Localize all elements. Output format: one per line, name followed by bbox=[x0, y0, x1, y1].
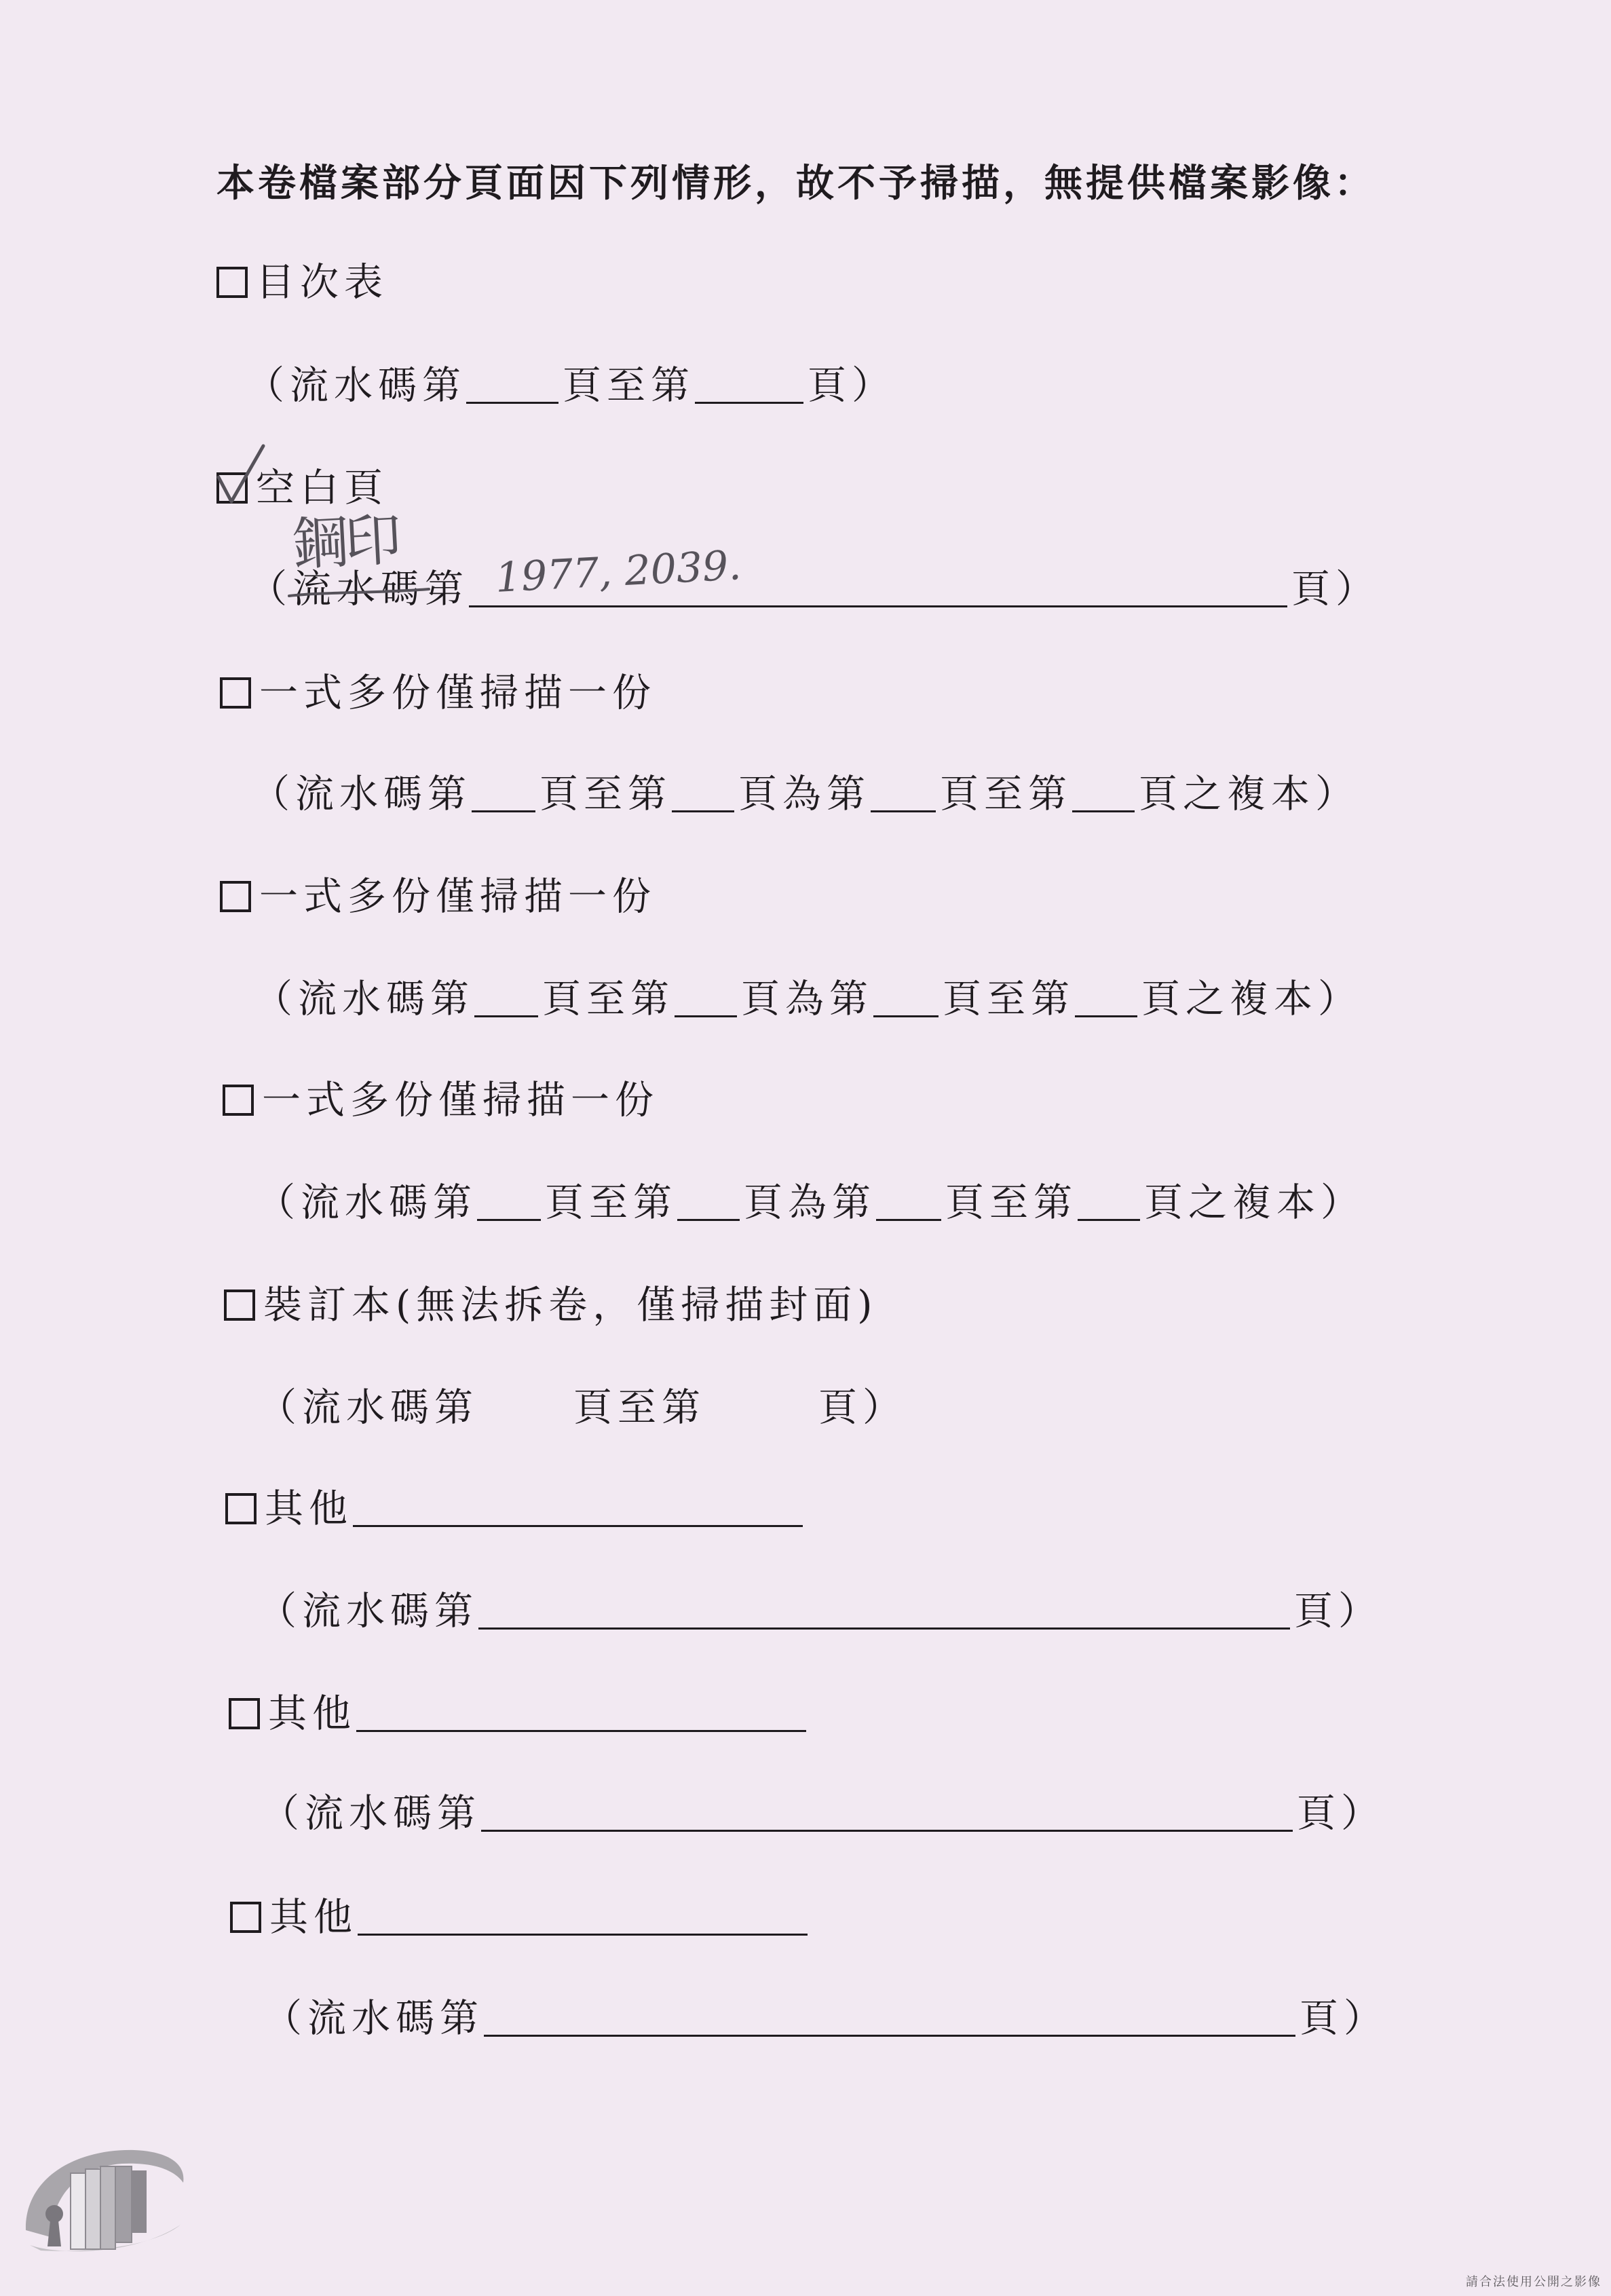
handwritten-strike-mark bbox=[285, 576, 434, 609]
range-text: 頁至第 bbox=[563, 363, 695, 408]
serial-range-line bbox=[258, 1589, 1382, 1633]
range-text: 頁至第 bbox=[943, 977, 1075, 1021]
checkbox bbox=[229, 1698, 260, 1729]
option-other bbox=[230, 1896, 812, 1939]
serial-range-line bbox=[258, 1386, 907, 1429]
option-label: 其他 bbox=[268, 1691, 356, 1736]
fill-in-blank bbox=[477, 1219, 541, 1221]
option-table-of-contents bbox=[216, 261, 388, 304]
fill-in-blank bbox=[481, 1830, 1293, 1832]
option-blank-pages bbox=[216, 466, 388, 510]
other-reason-blank bbox=[356, 1730, 806, 1732]
checkbox bbox=[224, 1290, 255, 1321]
duplicate-range-line bbox=[254, 977, 1362, 1021]
range-text: 頁至第 bbox=[573, 1385, 706, 1430]
checkbox bbox=[223, 1085, 254, 1116]
fill-in-blank bbox=[876, 1219, 941, 1221]
range-text: 頁之複本） bbox=[1141, 977, 1362, 1021]
option-label: 空白頁 bbox=[256, 466, 388, 510]
checkbox bbox=[230, 1902, 261, 1933]
duplicate-range-line bbox=[257, 1181, 1365, 1224]
range-text: （流水碼第 bbox=[248, 567, 469, 611]
fill-in-blank bbox=[478, 1627, 1290, 1630]
option-duplicate-copies bbox=[220, 875, 656, 918]
fill-in-blank bbox=[1072, 810, 1135, 812]
range-text: 頁） bbox=[818, 1385, 907, 1430]
range-text: 頁之複本） bbox=[1139, 772, 1359, 816]
range-text: （流水碼第 bbox=[257, 1180, 477, 1225]
serial-range-line bbox=[263, 1997, 1388, 2040]
fill-in-blank bbox=[484, 2035, 1295, 2037]
fill-in-blank bbox=[677, 1219, 740, 1221]
range-text: （流水碼第 bbox=[263, 1996, 484, 2041]
range-text: 頁為第 bbox=[738, 772, 871, 816]
range-text: 頁至第 bbox=[539, 772, 672, 816]
checkbox bbox=[216, 267, 248, 298]
option-duplicate-copies bbox=[223, 1078, 659, 1122]
range-text: 頁之複本） bbox=[1144, 1180, 1365, 1225]
duplicate-range-line bbox=[251, 772, 1359, 816]
range-text: 頁至第 bbox=[542, 977, 675, 1021]
option-label: 其他 bbox=[265, 1486, 353, 1531]
option-other bbox=[225, 1487, 807, 1530]
handwritten-page-numbers: 1977, 2039. bbox=[494, 542, 742, 602]
range-text: 頁） bbox=[1297, 1791, 1385, 1836]
range-text: （流水碼第 bbox=[258, 1589, 478, 1634]
fill-in-blank bbox=[466, 402, 558, 404]
checkbox bbox=[220, 881, 251, 912]
range-text: 頁至第 bbox=[545, 1180, 677, 1225]
option-label: 一式多份僅掃描一份 bbox=[259, 671, 656, 715]
fill-in-blank bbox=[675, 1015, 737, 1017]
checkbox bbox=[216, 472, 248, 504]
serial-range-line bbox=[246, 364, 896, 407]
range-text: 頁為第 bbox=[741, 977, 873, 1021]
range-text: 頁） bbox=[1294, 1589, 1382, 1634]
fill-in-blank bbox=[672, 810, 734, 812]
range-text: 頁） bbox=[808, 363, 896, 408]
range-text: （流水碼第 bbox=[251, 772, 472, 816]
usage-notice: 請合法使用公開之影像 bbox=[1466, 2275, 1601, 2289]
fill-in-blank bbox=[871, 810, 936, 812]
option-label: 一式多份僅掃描一份 bbox=[262, 1078, 659, 1123]
range-text: （流水碼第 bbox=[261, 1791, 481, 1836]
fill-in-blank bbox=[474, 1015, 538, 1017]
range-text: 頁至第 bbox=[940, 772, 1072, 816]
option-label: 裝訂本(無法拆卷，僅掃描封面) bbox=[263, 1283, 878, 1328]
handwritten-note: 鋼印 bbox=[290, 506, 400, 578]
other-reason-blank bbox=[353, 1525, 803, 1527]
fill-in-blank bbox=[873, 1015, 939, 1017]
option-label: 一式多份僅掃描一份 bbox=[259, 874, 656, 919]
option-bound-volume bbox=[224, 1283, 877, 1327]
handwritten-checkmark-icon bbox=[209, 436, 277, 511]
fill-in-blank bbox=[695, 402, 803, 404]
range-text: （流水碼第 bbox=[254, 977, 474, 1021]
option-label: 目次表 bbox=[256, 260, 388, 305]
fill-in-blank bbox=[1075, 1015, 1137, 1017]
option-other bbox=[229, 1692, 810, 1735]
page-title: 本卷檔案部分頁面因下列情形，故不予掃描，無提供檔案影像： bbox=[216, 161, 1376, 206]
fill-in-blank bbox=[1078, 1219, 1140, 1221]
range-text: 頁） bbox=[1291, 567, 1380, 611]
archive-logo-icon bbox=[20, 2143, 187, 2259]
option-label: 其他 bbox=[269, 1895, 358, 1940]
range-text: （流水碼第 bbox=[246, 363, 466, 408]
range-text: 頁） bbox=[1300, 1996, 1388, 2041]
other-reason-blank bbox=[358, 1934, 808, 1936]
range-text: 頁為第 bbox=[744, 1180, 876, 1225]
checkbox bbox=[220, 677, 251, 709]
checkbox bbox=[225, 1493, 257, 1524]
option-duplicate-copies bbox=[220, 671, 656, 715]
fill-in-blank bbox=[472, 810, 535, 812]
serial-range-line bbox=[261, 1792, 1385, 1835]
range-text: 頁至第 bbox=[945, 1180, 1078, 1225]
range-text: （流水碼第 bbox=[258, 1385, 478, 1430]
fill-in-blank bbox=[469, 605, 1287, 607]
